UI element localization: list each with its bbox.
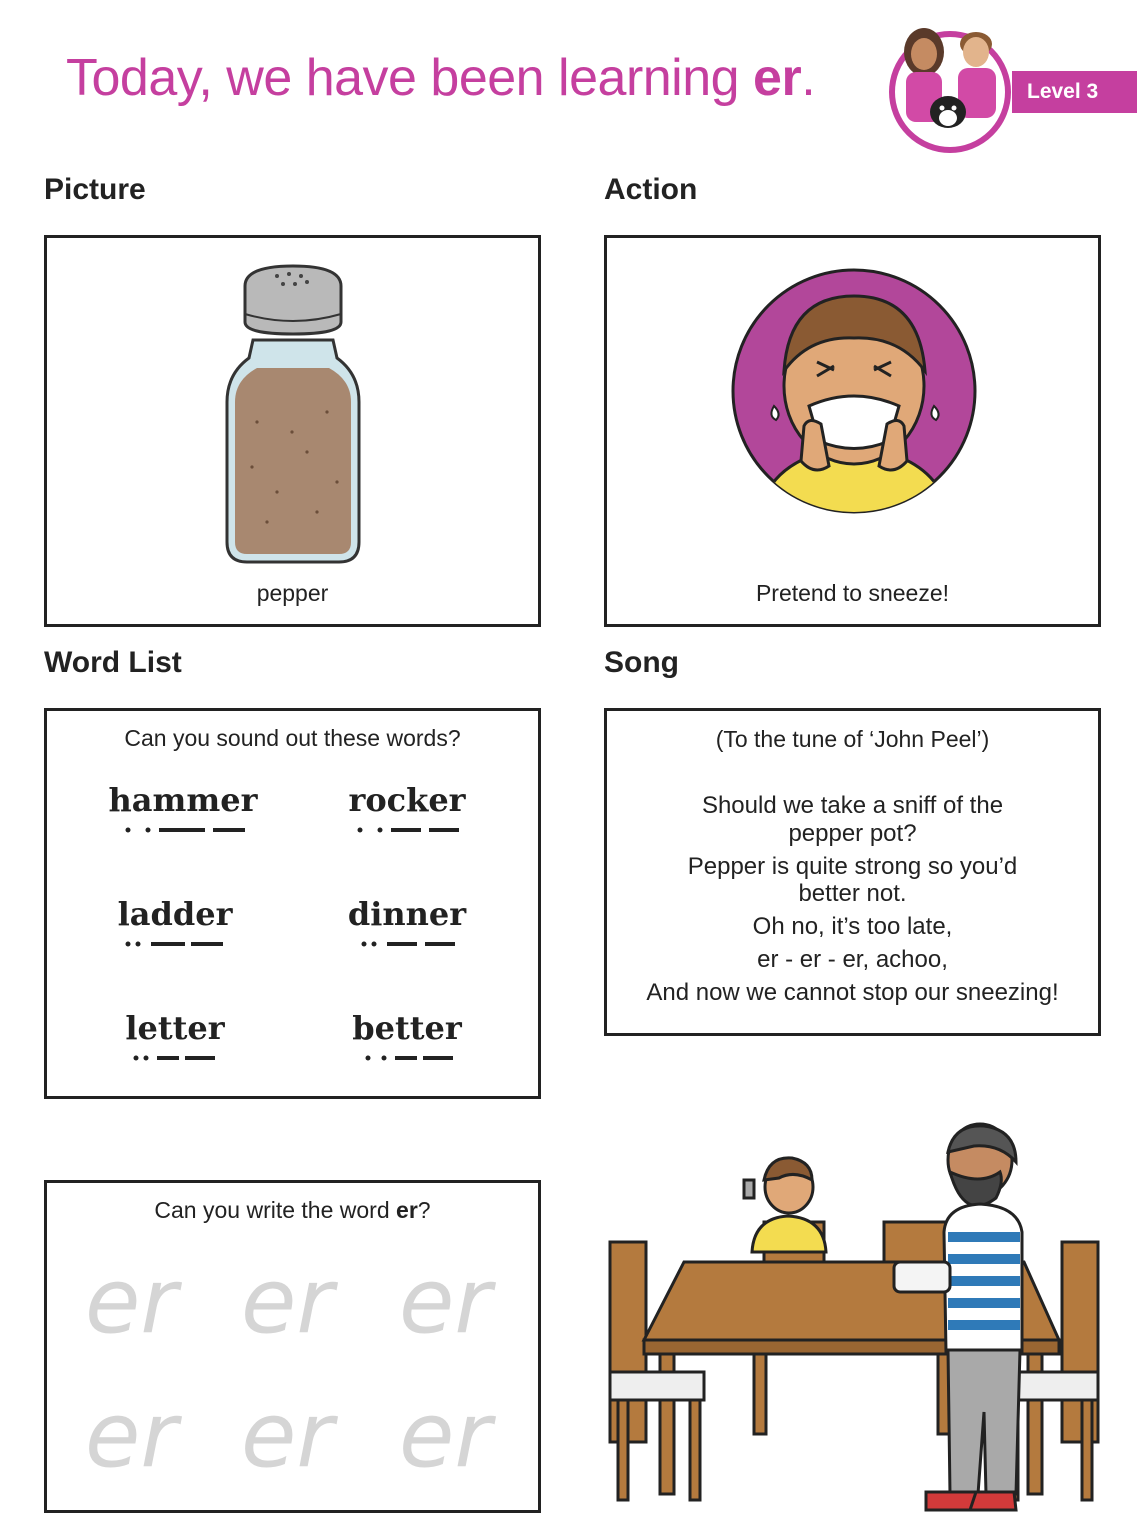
write-practice-box (44, 1180, 541, 1513)
sound-buttons-better (363, 1053, 455, 1063)
section-heading-song: Song (604, 646, 679, 679)
mascot-children-dog-icon (888, 22, 1018, 154)
title-suffix: . (801, 49, 816, 107)
trace-word[interactable]: er (241, 1383, 334, 1488)
level-badge: Level 3 (1012, 71, 1137, 113)
word-ladder: ladder (117, 895, 233, 933)
song-box (604, 708, 1101, 1036)
word-rocker: rocker (348, 781, 466, 819)
trace-word[interactable]: er (399, 1383, 492, 1488)
sound-buttons-hammer (123, 825, 247, 835)
write-prompt-prefix: Can you write the word (154, 1197, 397, 1223)
word-letter: letter (125, 1009, 225, 1047)
song-line-3: Pepper is quite strong so you’d (687, 853, 1018, 880)
picture-caption: pepper (256, 580, 329, 606)
word-better: better (352, 1009, 462, 1047)
song-tune: (To the tune of ‘John Peel’) (715, 726, 990, 752)
trace-word[interactable]: er (399, 1249, 492, 1354)
trace-word[interactable]: er (241, 1249, 334, 1354)
trace-word[interactable]: er (85, 1249, 178, 1354)
song-line-7: And now we cannot stop our sneezing! (646, 979, 1059, 1006)
picture-box (44, 235, 541, 627)
page-title (66, 48, 815, 108)
sound-buttons-letter (131, 1053, 221, 1063)
song-line-2: pepper pot? (788, 820, 917, 847)
dining-table-illustration (604, 1122, 1104, 1514)
action-caption: Pretend to sneeze! (755, 580, 950, 606)
trace-word[interactable]: er (85, 1383, 178, 1488)
action-box (604, 235, 1101, 627)
word-list-box (44, 708, 541, 1099)
write-prompt (47, 1197, 538, 1224)
word-list-prompt: Can you sound out these words? (124, 725, 461, 751)
song-line-6: er - er - er, achoo, (757, 946, 948, 973)
section-heading-word-list: Word List (44, 646, 182, 679)
pepper-pot-icon (217, 262, 367, 568)
song-line-5: Oh no, it’s too late, (752, 913, 953, 940)
title-focus-sound: er (753, 49, 802, 107)
section-heading-action: Action (604, 173, 698, 206)
title-prefix: Today, we have been learning (66, 49, 754, 107)
section-heading-picture: Picture (44, 173, 146, 206)
word-hammer: hammer (108, 781, 258, 819)
sound-buttons-rocker (355, 825, 459, 835)
word-dinner: dinner (347, 895, 467, 933)
sneezing-boy-icon (729, 266, 979, 516)
sound-buttons-ladder (123, 939, 227, 949)
song-line-4: better not. (798, 880, 907, 907)
write-prompt-suffix: ? (417, 1197, 431, 1223)
sound-buttons-dinner (359, 939, 459, 949)
write-prompt-focus: er (396, 1197, 418, 1223)
song-line-1: Should we take a sniff of the (701, 792, 1004, 819)
